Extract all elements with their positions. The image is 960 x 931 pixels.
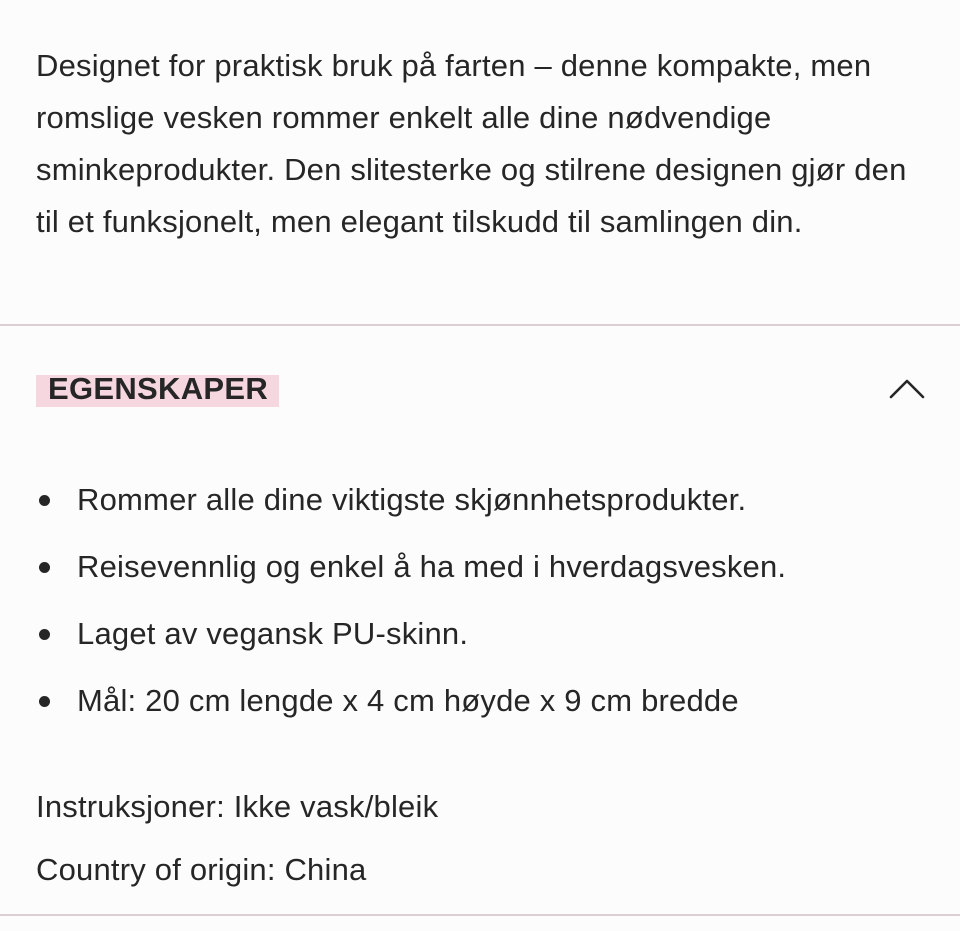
feature-text: Rommer alle dine viktigste skjønnhetsprodukter. <box>77 482 747 517</box>
features-section-header[interactable] <box>0 325 960 450</box>
chevron-up-icon[interactable] <box>885 369 929 405</box>
product-description: Designet for praktisk bruk på farten – denne kompakte, men romslige vesken rommer enkelt alle dine nødvendige sminkeprodukter. Den slitesterke og stilrene designen gjør den til et funksjonelt, men elegant tilskudd til samlingen din. <box>36 48 907 239</box>
feature-text: Mål: 20 cm lengde x 4 cm høyde x 9 cm bredde <box>77 683 739 718</box>
feature-text: Reisevennlig og enkel å ha med i hverdagsvesken. <box>77 549 787 584</box>
bullet-icon <box>39 629 50 640</box>
section-title: EGENSKAPER <box>48 371 269 406</box>
country-of-origin: Country of origin: China <box>36 852 367 887</box>
bullet-icon <box>39 696 50 707</box>
feature-text: Laget av vegansk PU-skinn. <box>77 616 469 651</box>
section-divider-bottom <box>0 914 960 916</box>
care-instructions: Instruksjoner: Ikke vask/bleik <box>36 789 439 824</box>
section-title-wrap <box>36 369 268 409</box>
bullet-icon <box>39 495 50 506</box>
bullet-icon <box>39 562 50 573</box>
